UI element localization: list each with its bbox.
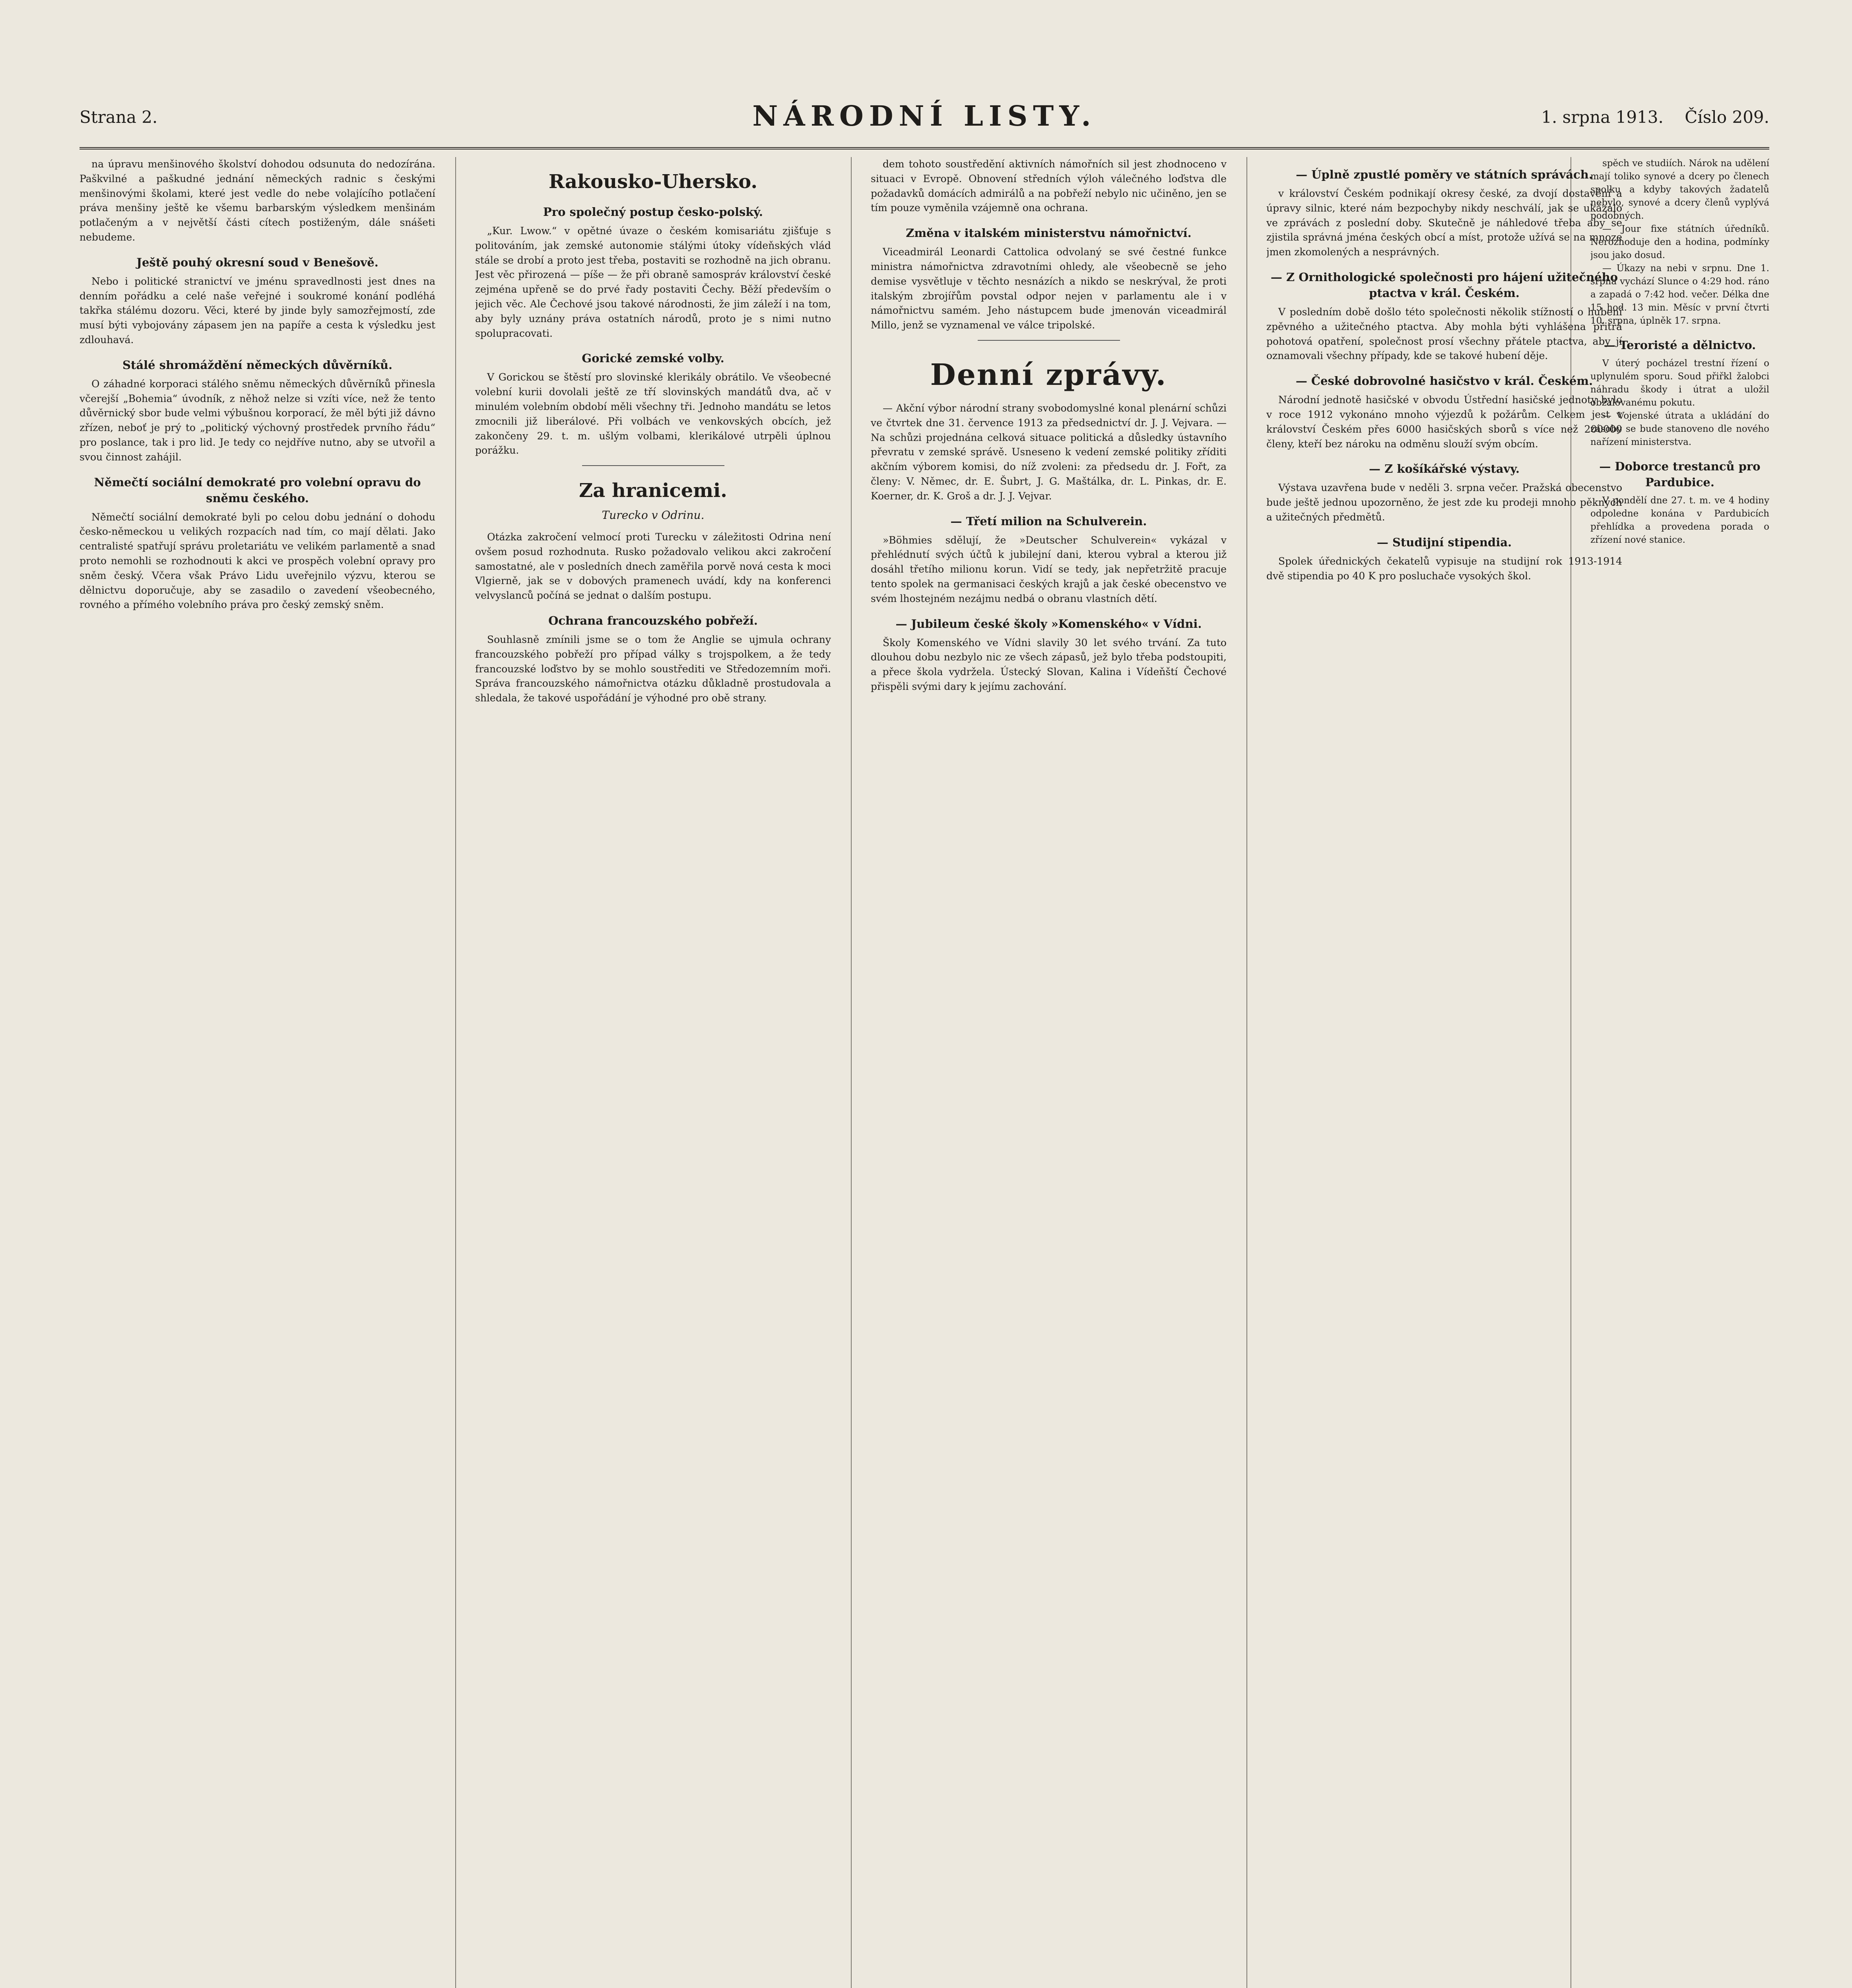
article-text: — Úkazy na nebi v srpnu. Dne 1. srpna vychází Slunce o 4:29 hod. ráno a zapadá o 7:42 hod. večer. Délka dne 15 hod. 13 min. Měsíc v první čtvrti 10. srpna, úplněk 17. srpna. <box>1590 263 1769 326</box>
separator <box>978 340 1120 341</box>
article-text: — Akční výbor národní strany svobodomyslné konal plenární schůzi ve čtvrtek dne 31. července 1913 za předsednictví dr. J. J. Vejvara. — Na schůzi projednána celková situace politická a důsledky ústavního převratu v zemské správě. Usneseno k vedení zemské politiky zříditi akčním výborem komisi, do níž zvoleni: za předsedu dr. J. Fořt, za členy: V. Němec, dr. E. Šubrt, J. G. Maštálka, dr. L. Pinkas, dr. E. Koerner, dr. K. Groš a dr. J. J. Vejvar. <box>871 402 1227 502</box>
article-text: V Gorickou se štěstí pro slovinské klerikály obrátilo. Ve všeobecné volební kurii dovolali ještě ze tří slovinských mandátů dva, ač v minulém volebním období měli všechny tři. Jednoho mandátu se letos zmocnili již liberálové. Při volbách ve venkovských obcích, jež zakončeny 29. t. m. ušlým volbami, klerikálové utrpěli úplnou porážku. <box>475 371 831 456</box>
issue-number: Číslo 209. <box>1685 107 1769 127</box>
article-text: Školy Komenského ve Vídni slavily 30 let svého trvání. Za tuto dlouhou dobu nezbylo nic ze všech zápasů, jež bylo třeba podstoupiti, a přece škola vydržela. Ústecký Slovan, Kalina i Vídeňští Čechové přispěli svými dary k jejímu zachování. <box>871 637 1227 692</box>
column-2 <box>475 157 831 1988</box>
article-heading: Ještě pouhý okresní soud v Benešově. <box>136 255 379 269</box>
article-heading: — Studijní stipendia. <box>1376 535 1512 549</box>
article-text: spěch ve studiích. Nárok na udělení mají toliko synové a dcery po členech spolku a kdyby takových žadatelů nebylo, synové a dcery členů vyplývá podobných. <box>1590 158 1769 221</box>
column-rule <box>1246 157 1247 1988</box>
article-heading: Gorické zemské volby. <box>582 351 724 365</box>
article-text: — Jour fixe státních úředníků. Nerozhoduje den a hodina, podmínky jsou jako dosud. <box>1590 224 1769 260</box>
article-text: Spolek úřednických čekatelů vypisuje na studijní rok 1913-1914 dvě stipendia po 40 K pro posluchače vysokých škol. <box>1266 555 1622 582</box>
article-heading: — České dobrovolné hasičstvo v král. Českém. <box>1295 374 1593 388</box>
article-text: »Böhmies sdělují, že »Deutscher Schulverein« vykázal v přehlédnutí svých účtů k jubilejní dani, kterou vybral a kterou již dosáhl třetího milionu korun. Vidí se tedy, jak nepřetržitě pracuje tento spolek na germanisaci českých krajů a jak české obecenstvo ve svém lhostejném nezájmu nedbá o obranu vlastních dětí. <box>871 534 1227 604</box>
article-text: O záhadné korporaci stálého sněmu německých důvěrníků přinesla včerejší „Bohemia“ úvodník, z něhož nelze si vzíti více, než že tento důvěrnický sbor bude velmi výbušnou korporací, že měl býti již dávno zřízen, neboť je prý to „politický výchovný prostředek prvního řádu“ pro poslance, tak i pro lid. Je tedy co nejdříve nutno, aby se utvořil a svou činnost zahájil. <box>80 378 435 463</box>
column-3 <box>871 157 1227 1988</box>
separator <box>582 465 724 466</box>
article-heading: Pro společný postup česko-polský. <box>543 205 763 219</box>
article-text: Souhlasně zmínili jsme se o tom že Anglie se ujmula ochrany francouzského pobřeží pro případ války s trojspolkem, a že tedy francouzské loďstvo by se mohlo soustřediti ve Středozemním moři. Správa francouzského námořnictva otázku důkladně prostudovala a shledala, že takové uspořádání je výhodné pro obě strany. <box>475 633 831 704</box>
column-5 <box>1590 157 1769 1988</box>
page-number: Strana 2. <box>80 107 158 127</box>
column-1 <box>80 157 435 1988</box>
issue-info <box>1541 107 1769 127</box>
article-text: Otázka zakročení velmocí proti Turecku v záležitosti Odrina není ovšem posud rozhodnuta. Rusko požadovalo velikou akci zakročení samostatné, ale v posledních dnech zaměřila porvě nová cesta k moci Vlgierně, jak se v dobových pramenech uvádí, kdy na konferenci velvyslanců počíná se jednat o dalším postupu. <box>475 531 831 602</box>
section-title: Denní zprávy. <box>930 357 1167 392</box>
article-heading: — Doborce trestanců pro Pardubice. <box>1599 460 1761 489</box>
article-text: dem tohoto soustředění aktivních námořních sil jest zhodnoceno v situaci v Evropě. Obnovení středních výloh válečného loďstva dle požadavků domácích admirálů a na pobřeží nebylo nic učiněno, jen se tím pouze vyměnila vzájemně ona ochrana. <box>871 158 1227 214</box>
article-heading: — Třetí milion na Schulverein. <box>950 514 1147 528</box>
column-rule <box>455 157 456 1988</box>
article-heading: Změna v italském ministerstvu námořnictví. <box>906 226 1192 240</box>
article-heading: Stálé shromáždění německých důvěrníků. <box>122 358 393 372</box>
column-4 <box>1266 157 1622 1988</box>
article-text: v království Českém podnikají okresy české, za dvojí dostavění a úpravy silnic, které nám bezpochyby nikdy neschválí, jak se ukázalo ve zprávách z poslední doby. Skutečně je náhledové třeba aby se zjistila správná jména českých obcí a míst, protože užívá se na mnoze jmen zkomolených a nesprávných. <box>1266 188 1622 258</box>
article-text: „Kur. Lwow.“ v opětné úvaze o českém komisariátu zjišťuje s politováním, jak zemské autonomie stálými útoky vídeňských vlád stále se drobí a proto jest třeba, postaviti se rozhodně na jich obranu. Jest věc přirozená — píše — že při obraně samospráv království české zejména upřeně se do prvé řady postaviti Čechy. Běží především o jejich věc. Ale Čechové jsou takové národnosti, že jim záleží i na tom, aby byly uznány práva ostatních národů, proto je s nimi nutno spolupracovati. <box>475 225 831 339</box>
article-heading: Ochrana francouzského pobřeží. <box>548 613 758 627</box>
article-text: V pondělí dne 27. t. m. ve 4 hodiny odpoledne konána v Pardubicích přehlídka a provedena porada o zřízení nové stanice. <box>1590 495 1769 545</box>
column-rule <box>851 157 852 1988</box>
section-title: Za hranicemi. <box>579 480 727 502</box>
article-heading: — Jubileum české školy »Komenského« v Vídni. <box>895 617 1202 631</box>
section-subtitle: Turecko v Odrinu. <box>602 509 705 522</box>
article-text: Němečtí sociální demokraté byli po celou dobu jednání o dohodu česko-německou u velikých rozpacích nad tím, co mají dělati. Jako centralisté spatřují správu proletariátu ve velikém parlamentě a snad proto nemohli se rozhodnouti k akci ve prospěch volební opravy pro sněm český. Včera však Právo Lidu uveřejnilo výzvu, kterou se dělnictvu doporučuje, aby se zasadilo o zavedení všeobecného, rovného a přímého volebního práva pro český zemský sněm. <box>80 511 435 611</box>
article-heading: — Z košíkářské výstavy. <box>1369 462 1520 476</box>
article-heading: — Úplně zpustlé poměry ve státních správách. <box>1296 168 1593 181</box>
article-heading: Němečtí sociální demokraté pro volební opravu do sněmu českého. <box>94 475 421 505</box>
masthead <box>80 99 1769 149</box>
article-heading: — Z Ornithologické společnosti pro hájení užitečného ptactva v král. Českém. <box>1270 270 1618 300</box>
article-text: Národní jednotě hasičské v obvodu Ústřední hasičské jednoty bylo v roce 1912 vykonáno mnoho výjezdů k požárům. Celkem jest v království Českém přes 6000 hasičských sborů s více než 200000 členy, kteří bez nároku na odměnu slouží svým obcím. <box>1266 394 1622 450</box>
article-heading: — Teroristé a dělnictvo. <box>1604 338 1756 352</box>
article-text: V posledním době došlo této společnosti několik stížností o hubení zpěvného a užitečného ptactva. Aby mohla býti vyhlášena přitrá pohotová opatření, společnost prosí všechny přátele ptactva, aby jí oznamovali všechny případy, kde se takové hubení děje. <box>1266 306 1622 362</box>
section-title: Rakousko-Uhersko. <box>548 171 758 193</box>
issue-date: 1. srpna 1913. <box>1541 107 1664 127</box>
article-text: — Vojenské útrata a ukládání do zásoby se bude stanoveno dle nového nařízení ministerstva. <box>1590 411 1769 447</box>
article-text: Výstava uzavřena bude v neděli 3. srpna večer. Pražská obecenstvo bude ještě jednou upozorněno, že jest zde ku prodeji mnoho pěkných a užitečných předmětů. <box>1266 482 1622 523</box>
article-text: na úpravu menšinového školství dohodou odsunuta do nedozírána. Paškvilné a paškudné jednání německých radnic s českými menšinovými školami, které jest vedle do nebe volajícího potlačení práva menšiny ještě ke všemu barbarským výsledkem menšinám potlačeným a v největší části cítech postiženým, dále snášeti nebudeme. <box>80 158 435 243</box>
article-text: V úterý pocházel trestní řízení o uplynulém sporu. Soud přiřkl žalobci náhradu škody i útrat a uložil obžalovanému pokutu. <box>1590 358 1769 408</box>
newspaper-title: NÁRODNÍ LISTY. <box>752 99 1097 132</box>
article-text: Viceadmirál Leonardi Cattolica odvolaný se své čestné funkce ministra námořnictva zdravotními ohledy, ale všeobecně se jeho demise vysvětluje v těchto nesnázích a nikdo se neskrýval, že proti italským zbrojířům povstal odpor nejen v parlamentu ale i v námořnictvu samém. Jeho nástupcem bude jmenován viceadmirál Millo, jenž se vyznamenal ve válce tripolské. <box>871 246 1227 331</box>
article-text: Nebo i politické stranictví ve jménu spravedlnosti jest dnes na denním pořádku a celé naše veřejné i soukromé konání podléhá takřka stálému dozoru. Věci, které by jinde byly samozřejmostí, zde musí býti vybojovány zápasem jen na papíře a cesta k výsledku jest zdlouhavá. <box>80 275 435 346</box>
